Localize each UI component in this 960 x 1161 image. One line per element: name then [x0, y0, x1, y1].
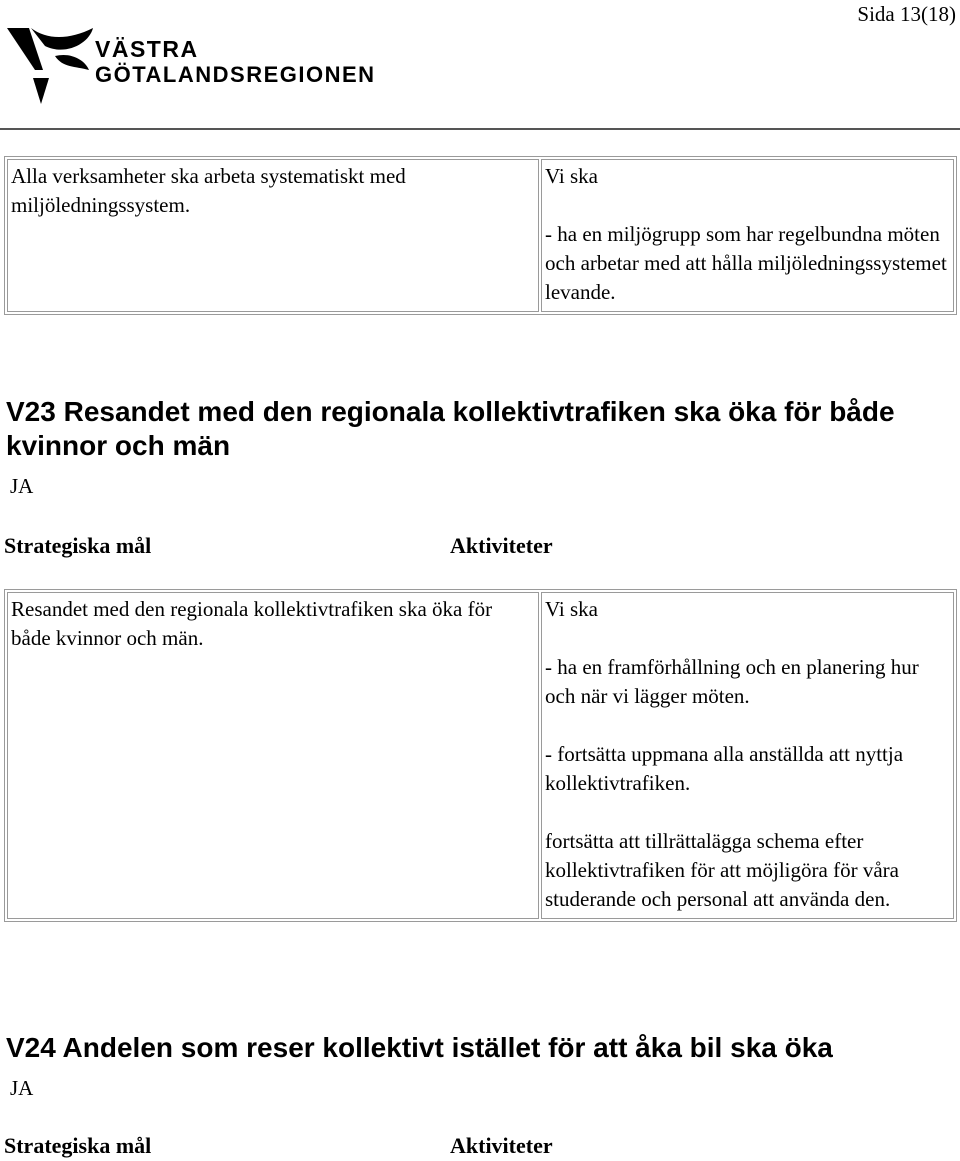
- strategic-goal-text: Alla verksamheter ska arbeta systematiskt med miljöledningssystem.: [11, 164, 406, 217]
- goal-table-v23: [4, 589, 957, 922]
- strategic-goal-cell: [7, 592, 539, 919]
- column-label-strategic: Strategiska mål: [4, 1133, 152, 1158]
- table-row: [7, 592, 954, 919]
- goal-table-1: [4, 156, 957, 315]
- strategic-goal-cell: [7, 159, 539, 312]
- section-heading-v24: V24 Andelen som reser kollektivt istället för att åka bil ska öka: [6, 1032, 833, 1063]
- activity-item: - fortsätta uppmana alla anställda att nyttja kollektivtrafiken.: [545, 742, 904, 795]
- header-divider: [0, 128, 960, 130]
- vgr-logo: [5, 26, 385, 106]
- status-v24: JA: [10, 1076, 34, 1100]
- activity-intro: Vi ska: [545, 164, 598, 188]
- column-label-activities: Aktiviteter: [450, 1133, 553, 1158]
- logo-text-line1: VÄSTRA: [95, 36, 199, 62]
- column-label-activities: Aktiviteter: [450, 533, 553, 558]
- activities-cell: [541, 159, 954, 312]
- activity-item: fortsätta att tillrättalägga schema efter kollektivtrafiken för att möjligöra för våra studerande och personal att använda den.: [545, 829, 899, 911]
- strategic-goal-text: Resandet med den regionala kollektivtrafiken ska öka för både kvinnor och män.: [11, 597, 493, 650]
- logo-text-line2: GÖTALANDSREGIONEN: [95, 62, 376, 87]
- column-label-strategic: Strategiska mål: [4, 533, 152, 558]
- page-number: Sida 13(18): [857, 2, 956, 26]
- activities-cell: [541, 592, 954, 919]
- activity-intro: Vi ska: [545, 597, 598, 621]
- vgr-logo-mark-icon: [5, 26, 95, 106]
- activity-item: - ha en miljögrupp som har regelbundna möten och arbetar med att hålla miljöledningssystemet levande.: [545, 222, 947, 304]
- section-heading-v23: V23 Resandet med den regionala kollektivtrafiken ska öka för både kvinnor och män: [6, 396, 895, 461]
- activity-item: - ha en framförhållning och en planering hur och när vi lägger möten.: [545, 655, 919, 708]
- status-v23: JA: [10, 474, 34, 498]
- table-row: [7, 159, 954, 312]
